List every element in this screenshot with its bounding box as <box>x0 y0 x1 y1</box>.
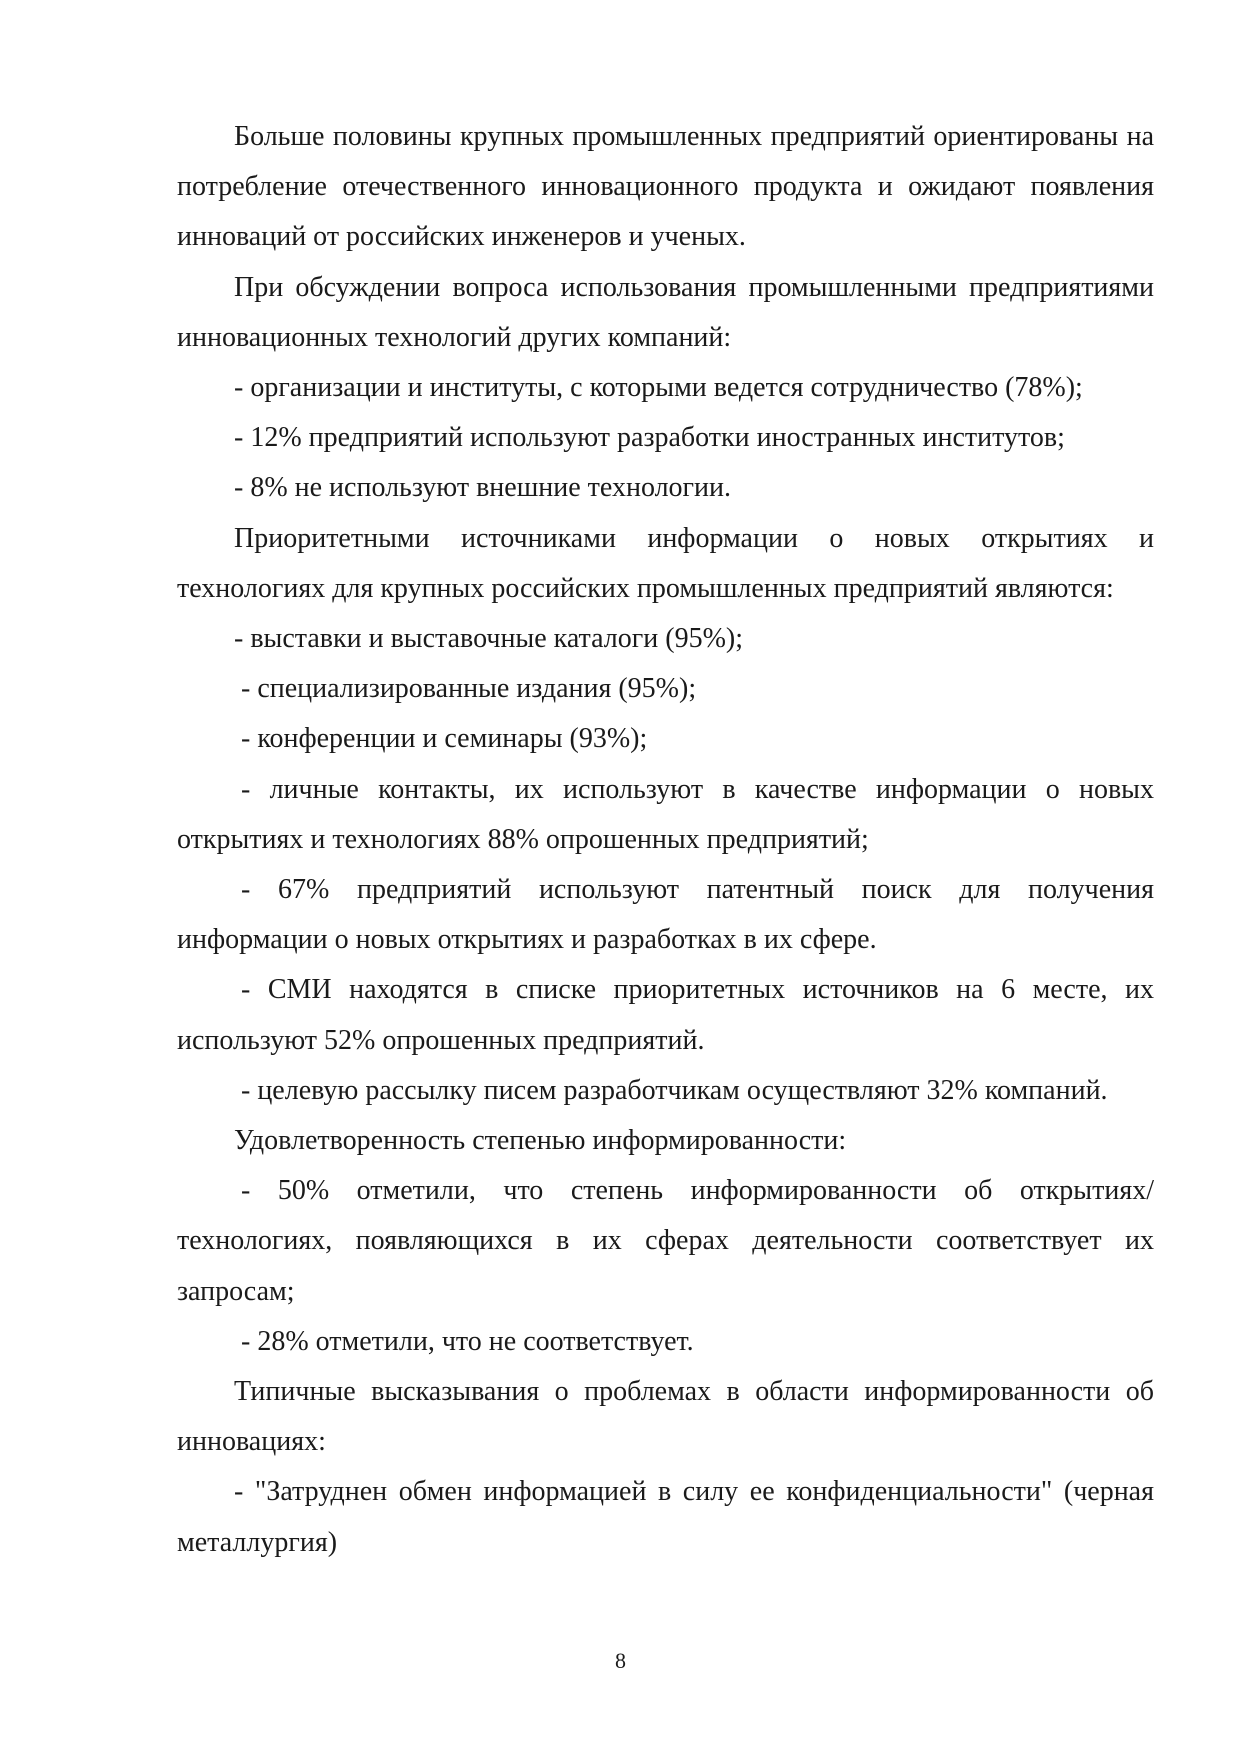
list-item-foreign-institutes: - 12% предприятий используют разработки иностранных институтов; <box>234 422 1065 454</box>
list-item-quote: - "Затруднен обмен информацией в силу ее конфиденциальности" (черная металлургия) <box>177 1476 1154 1558</box>
paragraph-sources: Приоритетными источниками информации о новых открытиях и технологиях для крупных российских промышленных предприятий являются: <box>177 522 1154 604</box>
list-item-patent-search: - 67% предприятий используют патентный поиск для получения информации о новых открытиях и разработках в их сфере. <box>177 874 1154 956</box>
list-item-media: - СМИ находятся в списке приоритетных источников на 6 месте, их используют 52% опрошенных предприятий. <box>177 974 1154 1056</box>
paragraph-statements: Типичные высказывания о проблемах в области информированности об инновациях: <box>177 1376 1154 1458</box>
list-item-no-external: - 8% не используют внешние технологии. <box>234 472 732 504</box>
list-item-not-satisfied: - 28% отметили, что не соответствует. <box>241 1325 694 1357</box>
list-item-satisfied: - 50% отметили, что степень информированности об открытиях/технологиях, появляющихся в их сферах деятельности соответствует их запросам; <box>177 1175 1154 1307</box>
document-body <box>177 112 1154 1568</box>
paragraph-discussion: При обсуждении вопроса использования промышленными предприятиями инновационных технологий других компаний: <box>177 271 1154 353</box>
paragraph-satisfaction: Удовлетворенность степенью информированности: <box>234 1125 847 1157</box>
paragraph-intro: Больше половины крупных промышленных предприятий ориентированы на потребление отечественного инновационного продукта и ожидают появления инноваций от российских инженеров и ученых. <box>177 121 1154 253</box>
list-item-organizations: - организации и институты, с которыми ведется сотрудничество (78%); <box>234 372 1083 404</box>
page-number: 8 <box>615 1648 626 1673</box>
list-item-exhibitions: - выставки и выставочные каталоги (95%); <box>234 623 743 655</box>
list-item-mailing: - целевую рассылку писем разработчикам осуществляют 32% компаний. <box>241 1074 1108 1106</box>
list-item-publications: - специализированные издания (95%); <box>241 673 697 705</box>
list-item-personal-contacts: - личные контакты, их используют в качестве информации о новых открытиях и технологиях 88% опрошенных предприятий; <box>177 773 1154 855</box>
list-item-conferences: - конференции и семинары (93%); <box>241 723 648 755</box>
